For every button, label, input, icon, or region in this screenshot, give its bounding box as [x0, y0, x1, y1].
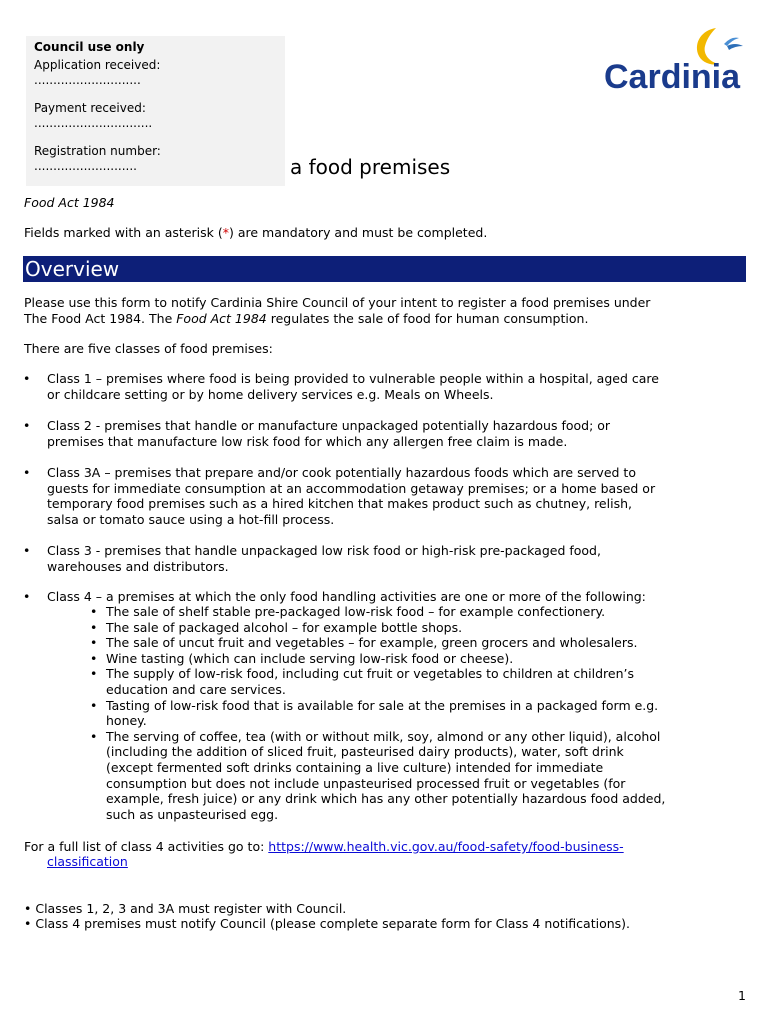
intro-line-2	[24, 311, 588, 327]
summary-register: • Classes 1, 2, 3 and 3A must register with Council.	[24, 901, 347, 916]
activity-7-line-1: The serving of coffee, tea (with or without milk, soy, almond or any other liquid), alcohol	[106, 728, 661, 744]
full-list-line	[24, 839, 624, 855]
full-list-link-continuation	[47, 854, 128, 870]
activity-6-line-1: Tasting of low-risk food that is available for sale at the premises in a packaged form e.g.	[106, 697, 659, 713]
intro-line-2-a: The Food Act 1984. The	[24, 311, 177, 326]
sub-bullet: •	[90, 728, 98, 744]
activity-4-line-1: Wine tasting (which can include serving low-risk food or cheese).	[106, 650, 514, 666]
cardinia-logo-mark	[598, 22, 748, 98]
asterisk-symbol: *	[222, 225, 229, 240]
sub-bullet: •	[90, 619, 98, 635]
intro-line-2-italic: Food Act 1984	[176, 311, 267, 326]
class-3a-item	[47, 465, 747, 527]
sub-bullet: •	[90, 650, 98, 666]
overview-heading: Overview	[25, 257, 120, 281]
registration-number-field[interactable]: ...........................	[34, 159, 137, 173]
application-received-label: Application received:	[34, 58, 161, 72]
mandatory-note	[24, 225, 487, 241]
class-3-item	[47, 543, 747, 574]
class-4-activity	[90, 666, 750, 697]
health-vic-link[interactable]: https://www.health.vic.gov.au/food-safety/food-business-	[268, 839, 624, 854]
class-2-line-1: Class 2 - premises that handle or manufacture unpackaged potentially hazardous food; or	[47, 418, 611, 433]
class-3a-line-1: Class 3A – premises that prepare and/or cook potentially hazardous foods which are served to	[47, 465, 636, 480]
summary-notify: • Class 4 premises must notify Council (please complete separate form for Class 4 notifications).	[24, 916, 631, 931]
activity-7-line-4: consumption but does not include unpasteurised processed fruit or vegetables (for	[106, 775, 626, 791]
activity-6-line-2: honey.	[106, 713, 147, 729]
class-4-activity	[90, 604, 750, 620]
payment-received-label: Payment received:	[34, 101, 146, 115]
bullet-class-2: •	[23, 418, 31, 433]
sub-bullet: •	[90, 666, 98, 682]
page-number: 1	[738, 988, 746, 1003]
class-4-item	[47, 589, 747, 605]
page-title: a food premises	[290, 155, 451, 179]
sub-bullet: •	[90, 697, 98, 713]
class-4-activity	[90, 651, 750, 667]
application-received-field[interactable]: ............................	[34, 73, 141, 87]
activity-3-line-1: The sale of uncut fruit and vegetables – for example, green grocers and wholesalers.	[106, 635, 638, 651]
sub-bullet: •	[90, 604, 98, 619]
class-3-line-1: Class 3 - premises that handle unpackaged low risk food or high-risk pre-packaged food,	[47, 543, 601, 558]
act-reference: Food Act 1984	[24, 195, 115, 210]
class-3-line-2: warehouses and distributors.	[47, 558, 229, 574]
activity-7-line-2: (including the addition of sliced fruit, pasteurised dairy products), water, soft drink	[106, 744, 624, 760]
bullet-class-1: •	[23, 371, 31, 386]
registration-number-label: Registration number:	[34, 144, 161, 158]
activity-2-line-1: The sale of packaged alcohol – for example bottle shops.	[106, 619, 463, 635]
class-3a-line-3: temporary food premises such as a hired kitchen that makes product such as chutney, relish,	[47, 496, 632, 512]
bullet-class-4: •	[23, 589, 31, 604]
class-3a-line-4: salsa or tomato sauce using a hot-fill process.	[47, 511, 335, 527]
class-4-activities-list	[90, 604, 750, 822]
class-4-line-1: Class 4 – a premises at which the only food handling activities are one or more of the following:	[47, 589, 646, 604]
class-4-activity	[90, 698, 750, 729]
class-2-line-2: premises that manufacture low risk food for which any allergen free claim is made.	[47, 433, 568, 449]
class-4-activity	[90, 635, 750, 651]
cardinia-logo	[598, 22, 748, 98]
sub-bullet: •	[90, 635, 98, 651]
class-1-line-2: or childcare setting or by home delivery services e.g. Meals on Wheels.	[47, 386, 494, 402]
bullet-class-3: •	[23, 543, 31, 558]
class-1-item	[47, 371, 747, 402]
intro-line-1: Please use this form to notify Cardinia Shire Council of your intent to register a food premises under	[24, 295, 651, 310]
activity-7-line-5: example, fresh juice) or any drink which has any other potentially hazardous food added,	[106, 791, 666, 807]
mandatory-note-after: ) are mandatory and must be completed.	[228, 225, 488, 240]
class-4-activity	[90, 620, 750, 636]
activity-1-line-1: The sale of shelf stable pre-packaged low-risk food – for example confectionery.	[106, 604, 606, 619]
council-use-only-box	[26, 36, 285, 186]
activity-5-line-2: education and care services.	[106, 681, 286, 697]
council-use-title: Council use only	[34, 40, 145, 54]
mandatory-note-before: Fields marked with an asterisk (	[24, 225, 223, 240]
activity-5-line-1: The supply of low-risk food, including cut fruit or vegetables to children at children’s	[106, 666, 634, 682]
full-list-text: For a full list of class 4 activities go to:	[24, 839, 269, 854]
logo-wordmark: Cardinia	[604, 58, 741, 96]
intro-line-2-b: regulates the sale of food for human consumption.	[266, 311, 589, 326]
overview-heading-bar	[23, 256, 746, 282]
bullet-class-3a: •	[23, 465, 31, 480]
payment-received-field[interactable]: ...............................	[34, 116, 153, 130]
health-vic-link-continued[interactable]: classification	[47, 854, 128, 869]
class-3a-line-2: guests for immediate consumption at an accommodation getaway premises; or a home based or	[47, 480, 656, 496]
classes-intro: There are five classes of food premises:	[24, 341, 273, 356]
activity-7-line-6: such as unpasteurised egg.	[106, 806, 279, 822]
class-1-line-1: Class 1 – premises where food is being provided to vulnerable people within a hospital, aged care	[47, 371, 659, 386]
class-4-activity	[90, 729, 750, 823]
activity-7-line-3: (except fermented soft drinks containing a live culture) intended for immediate	[106, 759, 604, 775]
class-2-item	[47, 418, 747, 449]
